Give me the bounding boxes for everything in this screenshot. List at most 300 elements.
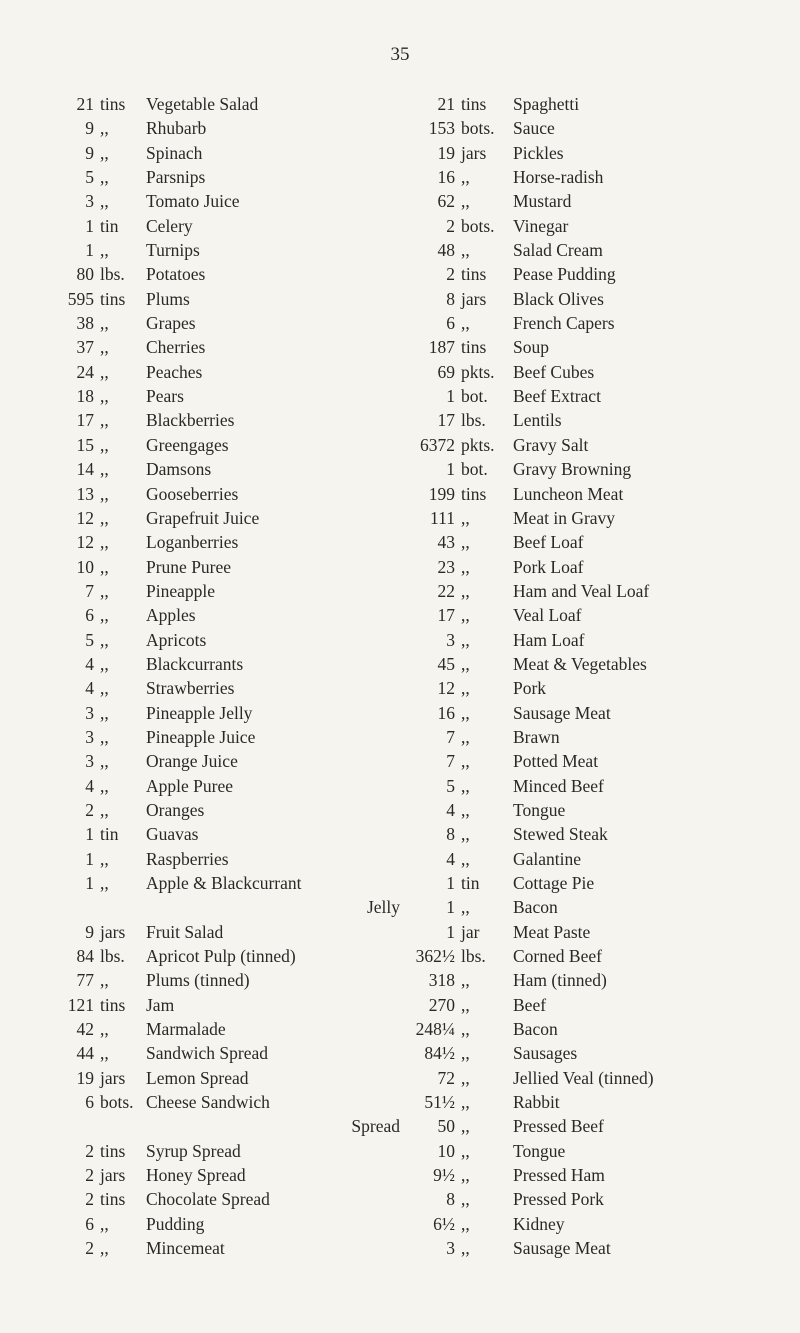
item-unit: ,, [100,629,109,650]
item-unit: ,, [100,313,109,334]
item-quantity: 5 [85,167,94,188]
item-unit: ,, [100,142,109,163]
list-item [60,506,400,530]
item-quantity: 1 [446,459,455,480]
list-item [60,530,400,554]
item-unit: pkts. [461,361,495,382]
item-unit: bot. [461,386,488,407]
item-unit: lbs. [100,946,125,967]
list-item [60,311,400,335]
item-quantity: 18 [76,386,94,407]
item-quantity: 8 [446,1189,455,1210]
list-item [415,579,795,603]
list-item [60,1236,400,1260]
item-name: Pressed Pork [513,1189,604,1210]
item-quantity: 3 [85,751,94,772]
item-quantity: 72 [437,1067,455,1088]
list-item [60,1041,400,1065]
list-item [415,676,795,700]
item-quantity: 248¼ [415,1019,455,1040]
item-unit: jars [461,142,487,163]
item-name: Tongue [513,799,566,820]
item-name: Grapes [146,313,196,334]
item-name: Guavas [146,824,199,845]
list-item [60,676,400,700]
item-name: Loganberries [146,532,239,553]
item-unit: ,, [100,605,109,626]
item-unit: ,, [100,191,109,212]
item-quantity: 2 [446,215,455,236]
item-unit: ,, [461,240,470,261]
item-quantity: 17 [437,605,455,626]
item-quantity: 44 [76,1043,94,1064]
list-item [60,920,400,944]
item-unit: tin [100,215,119,236]
list-item [415,920,795,944]
item-quantity: 187 [428,337,455,358]
item-name: Pineapple [146,580,216,601]
item-name: Parsnips [146,167,206,188]
item-name: Pease Pudding [513,264,616,285]
list-item [415,749,795,773]
item-name: Apple & Blackcurrant [146,873,302,893]
item-quantity: 6 [446,313,455,334]
item-name: Bacon [513,1019,558,1040]
item-quantity: 6 [85,1213,94,1234]
item-name: Plums (tinned) [146,970,250,991]
list-item [60,749,400,773]
item-name: Sauce [513,118,555,139]
item-unit: ,, [100,1019,109,1040]
item-quantity: 9 [85,142,94,163]
item-unit: ,, [100,434,109,455]
list-item [60,1114,400,1138]
item-unit: ,, [461,556,470,577]
item-unit: ,, [461,191,470,212]
item-unit: ,, [461,1019,470,1040]
list-item [415,482,795,506]
item-unit: ,, [461,580,470,601]
item-unit: ,, [461,1043,470,1064]
item-quantity: 2 [446,264,455,285]
list-item [415,822,795,846]
item-name: Pressed Beef [513,1116,604,1137]
item-unit: ,, [100,483,109,504]
item-quantity: 17 [76,410,94,431]
list-item [415,360,795,384]
item-name: Pudding [146,1213,205,1234]
list-item [60,1212,400,1236]
item-name: Damsons [146,459,212,480]
list-item [415,506,795,530]
item-quantity: 199 [428,483,455,504]
item-unit: lbs. [461,946,486,967]
list-item [415,1236,795,1260]
item-quantity: 1 [446,386,455,407]
item-name: Syrup Spread [146,1140,241,1161]
item-quantity: 9 [85,921,94,942]
item-quantity: 595 [67,288,94,309]
item-name: Tongue [513,1140,566,1161]
item-quantity: 13 [76,483,94,504]
item-unit: ,, [461,167,470,188]
item-name: Strawberries [146,678,235,699]
item-quantity: 4 [85,653,94,674]
item-unit: ,, [100,337,109,358]
list-item [60,871,400,895]
list-item [60,1187,400,1211]
item-name: Meat & Vegetables [513,653,647,674]
list-item [60,1017,400,1041]
item-name: Pickles [513,142,564,163]
item-unit: ,, [461,824,470,845]
page-number: 35 [390,44,410,65]
item-name: Ham (tinned) [513,970,607,991]
item-quantity: 4 [446,848,455,869]
item-unit: ,, [100,1238,109,1259]
item-unit: ,, [461,970,470,991]
list-item [60,944,400,968]
list-item [415,238,795,262]
item-unit: ,, [100,702,109,723]
item-name: Pears [146,386,184,407]
item-name: Spread [351,1116,400,1137]
list-item [60,360,400,384]
item-quantity: 21 [76,94,94,114]
item-unit: ,, [100,410,109,431]
item-unit: tins [461,337,487,358]
item-unit: ,, [461,775,470,796]
item-name: Jellied Veal (tinned) [513,1067,654,1088]
list-item [60,1163,400,1187]
item-unit: ,, [100,678,109,699]
list-item [415,262,795,286]
item-name: Gravy Salt [513,434,589,455]
item-quantity: 1 [85,824,94,845]
item-name: Chocolate Spread [146,1189,270,1210]
item-name: Stewed Steak [513,824,608,845]
item-unit: ,, [461,532,470,553]
item-unit: ,, [461,897,470,918]
list-item [60,652,400,676]
item-unit: ,, [100,799,109,820]
item-unit: ,, [461,1140,470,1161]
item-unit: ,, [461,313,470,334]
list-item [60,482,400,506]
right-column [415,92,795,1261]
item-quantity: 1 [85,215,94,236]
item-quantity: 45 [437,653,455,674]
item-name: Cheese Sandwich [146,1092,270,1113]
item-name: Blackcurrants [146,653,244,674]
item-unit: jars [100,1165,126,1186]
item-unit: ,, [461,678,470,699]
item-quantity [60,1114,94,1138]
item-unit: ,, [100,532,109,553]
item-quantity: 77 [76,970,94,991]
list-item [415,335,795,359]
list-item [415,1041,795,1065]
item-quantity: 17 [437,410,455,431]
item-unit: ,, [461,1092,470,1113]
item-name: Pressed Ham [513,1165,605,1186]
list-item [60,262,400,286]
item-name: Mustard [513,191,572,212]
item-name: Lentils [513,410,562,431]
list-item [415,993,795,1017]
list-item [60,457,400,481]
item-name: Brawn [513,726,560,747]
item-name: Sausage Meat [513,1238,611,1259]
item-quantity: 153 [428,118,455,139]
item-name: Ham Loaf [513,629,585,650]
list-item [415,1139,795,1163]
item-quantity [60,895,94,919]
item-unit: tins [461,264,487,285]
item-unit: ,, [100,118,109,139]
list-item [60,189,400,213]
item-unit: tins [461,94,487,114]
item-name: Apricot Pulp (tinned) [146,946,296,967]
list-item [60,603,400,627]
list-item [60,1066,400,1090]
list-item [415,457,795,481]
list-item [415,214,795,238]
item-name: Galantine [513,848,582,869]
item-quantity: 7 [85,580,94,601]
item-unit: ,, [100,580,109,601]
list-item [415,701,795,725]
list-item [415,189,795,213]
item-name: Jam [146,994,175,1015]
item-name: Cottage Pie [513,873,595,893]
item-quantity: 6 [85,1092,94,1113]
item-name: Spaghetti [513,94,580,114]
list-item [60,384,400,408]
list-item [60,116,400,140]
item-quantity: 1 [85,240,94,261]
item-unit: ,, [100,848,109,869]
item-name: Kidney [513,1213,565,1234]
item-unit: ,, [100,240,109,261]
list-item [415,1163,795,1187]
item-name: Apples [146,605,196,626]
item-unit: tins [461,483,487,504]
item-quantity: 5 [85,629,94,650]
list-item [415,287,795,311]
list-item [415,1187,795,1211]
list-item [60,701,400,725]
item-quantity: 2 [85,1238,94,1259]
item-unit: ,, [100,459,109,480]
item-name: Oranges [146,799,205,820]
item-unit: bot. [461,459,488,480]
list-item [415,603,795,627]
item-unit: ,, [461,799,470,820]
list-item [415,774,795,798]
item-unit [94,1114,140,1138]
item-unit: ,, [100,653,109,674]
item-unit: ,, [461,751,470,772]
item-name: Beef Extract [513,386,601,407]
item-name: Lemon Spread [146,1067,249,1088]
item-name: Orange Juice [146,751,238,772]
item-unit: ,, [461,702,470,723]
item-unit: ,, [461,1189,470,1210]
list-item [60,895,400,919]
item-quantity: 12 [437,678,455,699]
item-name: Corned Beef [513,946,602,967]
list-item [60,968,400,992]
item-name: Marmalade [146,1019,226,1040]
list-item [60,92,400,116]
item-unit: ,, [461,1067,470,1088]
item-name: Beef [513,994,547,1015]
list-item [60,141,400,165]
item-unit: lbs. [100,264,125,285]
list-item [60,335,400,359]
item-quantity: 2 [85,799,94,820]
item-name: Tomato Juice [146,191,240,212]
item-name: Black Olives [513,288,604,309]
item-quantity: 9½ [433,1165,455,1186]
item-unit: tins [100,1189,126,1210]
item-name: Minced Beef [513,775,604,796]
item-quantity: 1 [446,921,455,942]
list-item [60,822,400,846]
item-name: Prune Puree [146,556,232,577]
item-quantity: 8 [446,824,455,845]
item-name: Bacon [513,897,558,918]
item-name: Pineapple Jelly [146,702,253,723]
item-unit: lbs. [461,410,486,431]
item-quantity: 4 [446,799,455,820]
item-unit: ,, [461,507,470,528]
item-unit: tins [100,94,126,114]
list-item [60,798,400,822]
item-name: Soup [513,337,549,358]
item-name: Salad Cream [513,240,603,261]
item-name: Potted Meat [513,751,599,772]
item-quantity: 6 [85,605,94,626]
list-item [60,287,400,311]
left-column [60,92,400,1261]
item-quantity: 24 [76,361,94,382]
item-quantity: 2 [85,1165,94,1186]
item-quantity: 7 [446,726,455,747]
list-item [415,555,795,579]
list-item [60,847,400,871]
item-name: Rhubarb [146,118,207,139]
list-item [415,384,795,408]
item-unit: ,, [461,1238,470,1259]
item-unit: ,, [461,1213,470,1234]
item-quantity: 37 [76,337,94,358]
item-quantity: 69 [437,361,455,382]
item-name: Raspberries [146,848,229,869]
item-name: French Capers [513,313,615,334]
item-unit: pkts. [461,434,495,455]
item-name: Apple Puree [146,775,233,796]
list-item [415,1212,795,1236]
item-name: Fruit Salad [146,921,224,942]
item-unit: tin [100,824,119,845]
item-quantity: 51½ [424,1092,455,1113]
item-quantity: 84½ [424,1043,455,1064]
list-item [415,944,795,968]
item-unit: ,, [100,1213,109,1234]
list-item [60,433,400,457]
item-quantity: 111 [430,507,455,528]
list-item [415,92,795,116]
item-quantity: 2 [85,1140,94,1161]
item-quantity: 6372 [420,434,455,455]
item-unit: ,, [100,970,109,991]
item-name: Sausages [513,1043,578,1064]
item-unit: ,, [100,386,109,407]
item-quantity: 50 [437,1116,455,1137]
item-unit: bots. [461,215,495,236]
item-name: Jelly [366,897,400,918]
item-name: Luncheon Meat [513,483,624,504]
item-name: Veal Loaf [513,605,582,626]
item-name: Cherries [146,337,206,358]
item-unit: ,, [461,1165,470,1186]
item-quantity: 2 [85,1189,94,1210]
item-name: Honey Spread [146,1165,246,1186]
list-item [415,725,795,749]
item-unit: tin [461,873,480,893]
item-quantity: 9 [85,118,94,139]
item-unit [94,895,140,919]
item-name: Beef Cubes [513,361,595,382]
item-quantity: 12 [76,507,94,528]
list-item [60,579,400,603]
list-item [60,725,400,749]
item-name: Gooseberries [146,483,239,504]
item-quantity: 16 [437,167,455,188]
item-unit: ,, [461,1116,470,1137]
item-quantity: 362½ [415,946,455,967]
item-name: Pineapple Juice [146,726,256,747]
item-quantity: 43 [437,532,455,553]
item-name: Blackberries [146,410,235,431]
item-quantity: 19 [76,1067,94,1088]
list-item [60,1090,400,1114]
list-item [60,628,400,652]
item-quantity: 10 [76,556,94,577]
item-name: Celery [146,215,193,236]
item-unit: jars [461,288,487,309]
item-name: Sandwich Spread [146,1043,268,1064]
list-item [60,408,400,432]
item-name: Spinach [146,142,203,163]
item-quantity: 19 [437,142,455,163]
item-unit: ,, [100,751,109,772]
list-item [415,141,795,165]
item-unit: jars [100,921,126,942]
item-quantity: 4 [85,775,94,796]
item-name: Pork Loaf [513,556,584,577]
item-quantity: 121 [67,994,94,1015]
item-quantity: 3 [85,702,94,723]
item-quantity: 80 [76,264,94,285]
list-item [60,165,400,189]
item-unit: ,, [100,1043,109,1064]
list-item [415,798,795,822]
list-item [415,530,795,554]
item-quantity: 1 [446,897,455,918]
